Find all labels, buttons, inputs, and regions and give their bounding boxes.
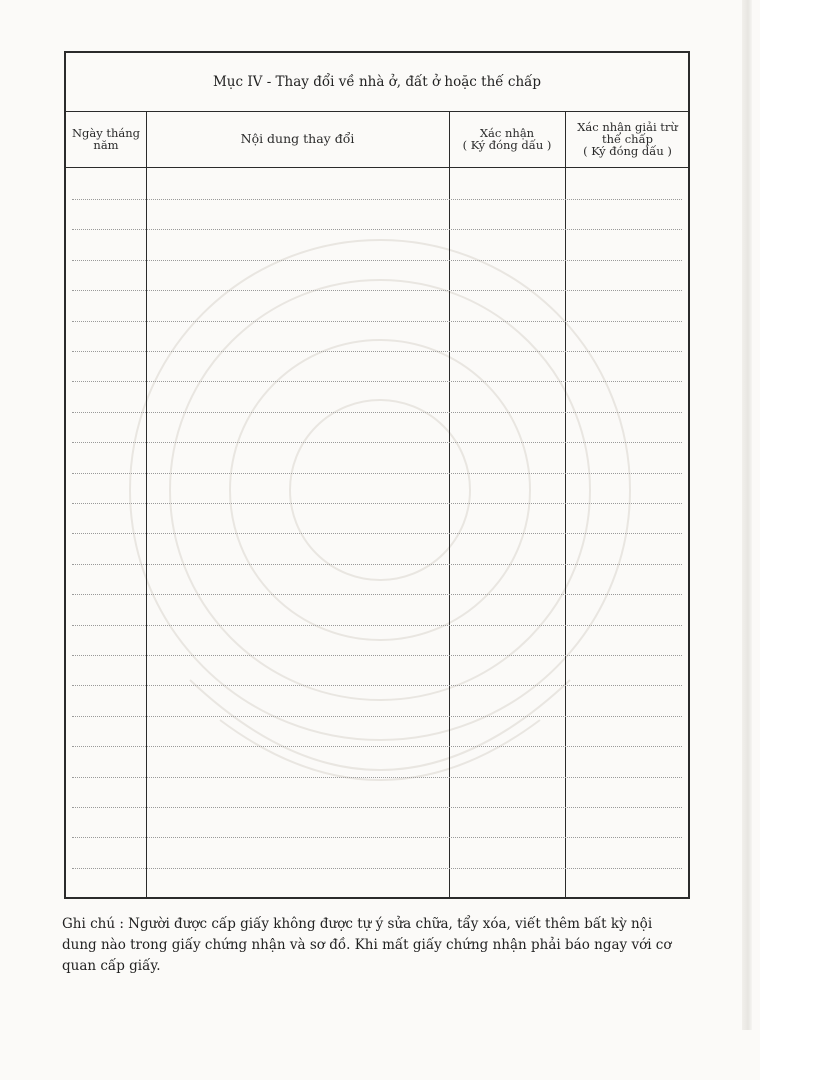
header-release bbox=[565, 111, 690, 167]
dotted-writing-line bbox=[72, 655, 682, 656]
dotted-writing-line bbox=[72, 685, 682, 686]
header-release-line1: Xác nhận giải trừ bbox=[577, 120, 678, 134]
header-release-line2: thế chấp bbox=[601, 132, 653, 146]
dotted-writing-line bbox=[72, 564, 682, 565]
dotted-writing-line bbox=[72, 503, 682, 504]
footnote-line: dung nào trong giấy chứng nhận và sơ đồ. Khi mất giấy chứng nhận phải báo ngay với cơ bbox=[62, 937, 672, 953]
header-date-line1: Ngày tháng bbox=[71, 126, 141, 140]
footnote bbox=[62, 914, 722, 977]
dotted-writing-line bbox=[72, 473, 682, 474]
dotted-writing-line bbox=[72, 807, 682, 808]
dotted-writing-line bbox=[72, 625, 682, 626]
dotted-writing-line bbox=[72, 533, 682, 534]
dotted-writing-line bbox=[72, 351, 682, 352]
dotted-writing-line bbox=[72, 199, 682, 200]
dotted-writing-line bbox=[72, 746, 682, 747]
dotted-writing-line bbox=[72, 594, 682, 595]
dotted-writing-line bbox=[72, 837, 682, 838]
section-title: Mục IV - Thay đổi về nhà ở, đất ở hoặc thế chấp bbox=[66, 53, 688, 112]
dotted-writing-line bbox=[72, 868, 682, 869]
header-confirm bbox=[449, 111, 565, 167]
dotted-writing-line bbox=[72, 412, 682, 413]
dotted-writing-line bbox=[72, 260, 682, 261]
table-header bbox=[66, 111, 688, 168]
dotted-writing-line bbox=[72, 716, 682, 717]
dotted-writing-line bbox=[72, 381, 682, 382]
header-content: Nội dung thay đổi bbox=[240, 131, 355, 146]
footnote-line: quan cấp giấy. bbox=[62, 958, 161, 974]
dotted-writing-line bbox=[72, 290, 682, 291]
header-release-line3: ( Ký đóng dấu ) bbox=[583, 144, 672, 158]
header-confirm-line1: Xác nhận bbox=[479, 126, 535, 140]
header-date-line2: năm bbox=[93, 138, 119, 152]
change-log-table bbox=[64, 51, 690, 899]
footnote-line: Ghi chú : Người được cấp giấy không được tự ý sửa chữa, tẩy xóa, viết thêm bất kỳ nội bbox=[62, 916, 653, 932]
dotted-writing-line bbox=[72, 442, 682, 443]
dotted-writing-line bbox=[72, 777, 682, 778]
header-date bbox=[66, 111, 146, 167]
header-confirm-line2: ( Ký đóng dấu ) bbox=[462, 138, 552, 152]
dotted-writing-line bbox=[72, 321, 682, 322]
dotted-writing-line bbox=[72, 229, 682, 230]
page-edge-shadow bbox=[742, 0, 752, 1030]
